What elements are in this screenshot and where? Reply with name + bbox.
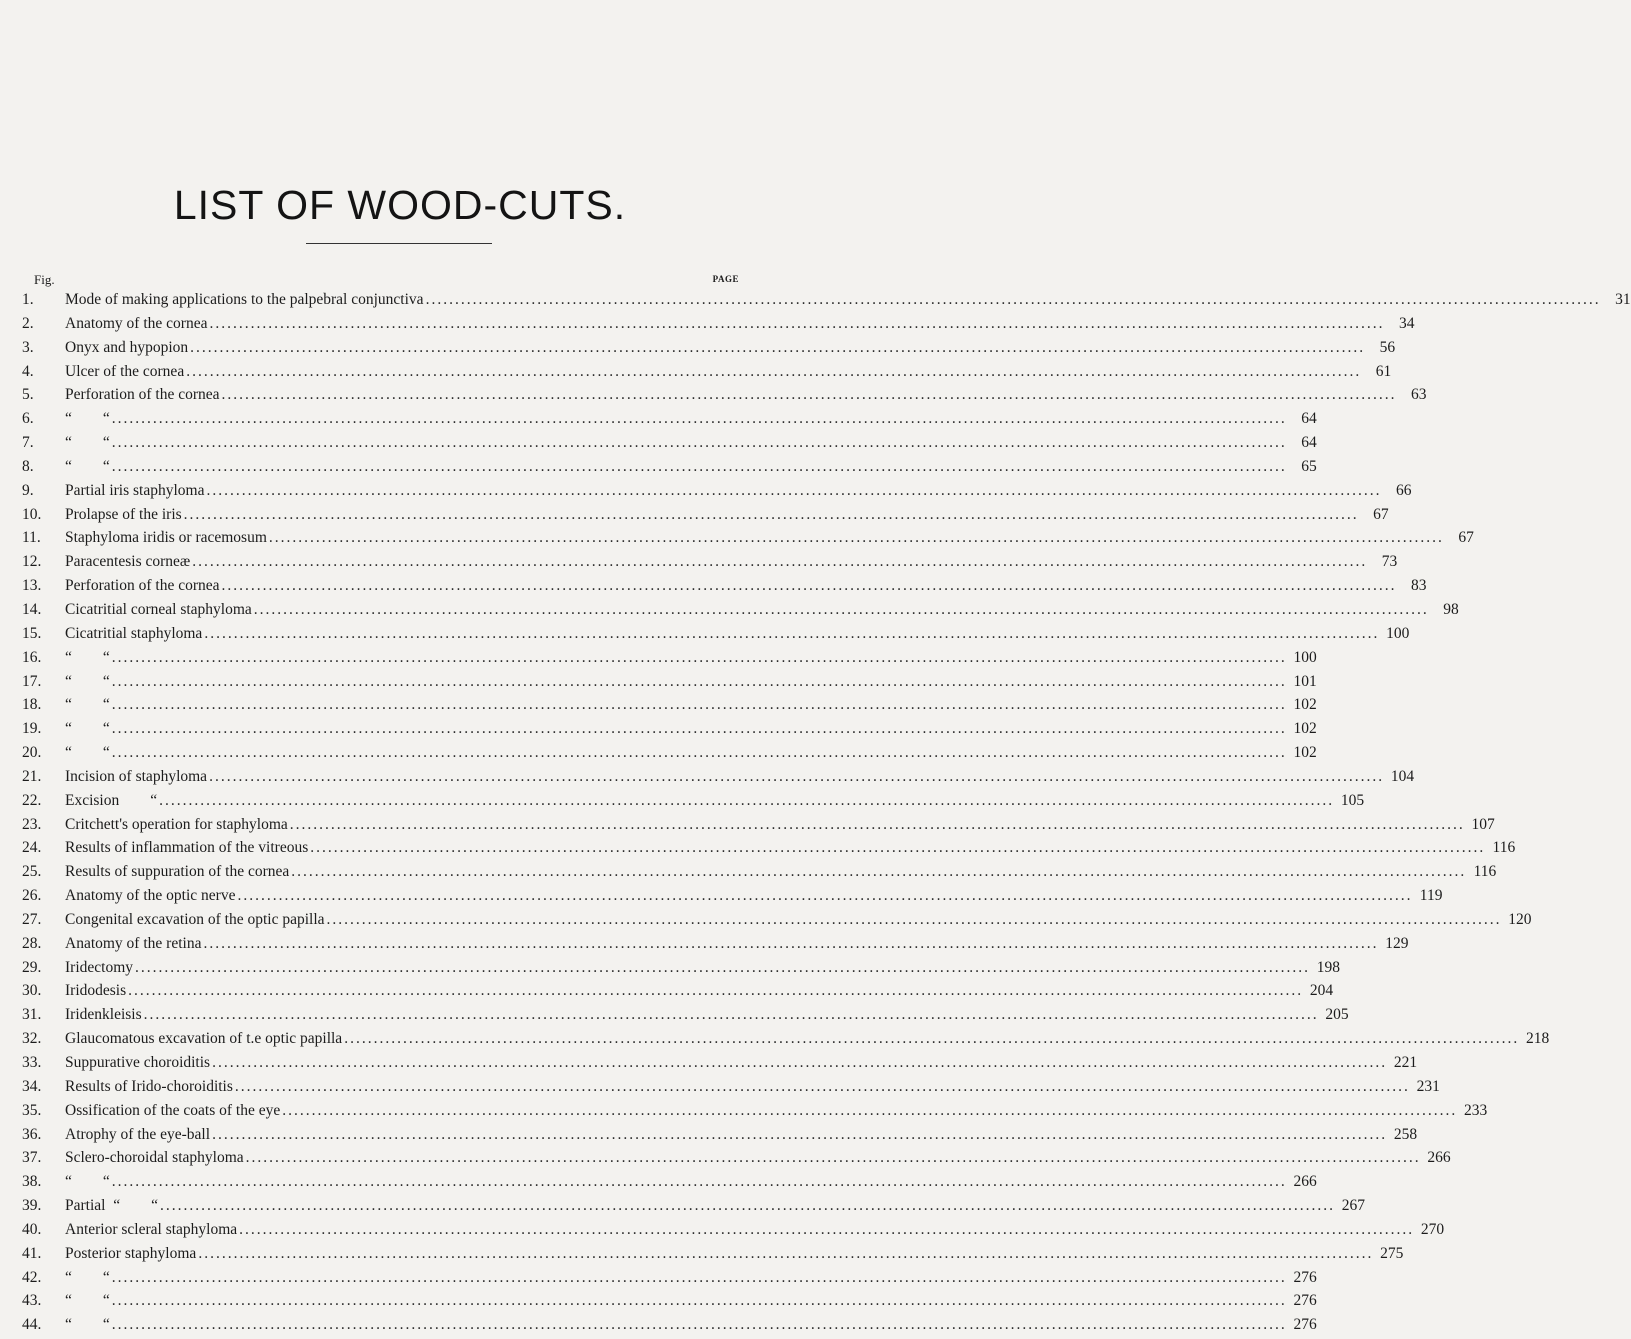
entry-line <box>65 600 1459 620</box>
dot-leader: ........................................................................................................................................................................................................ <box>344 1030 1520 1048</box>
list-item <box>0 767 1415 791</box>
page-number: 64 <box>1301 434 1317 452</box>
dot-leader: ........................................................................................................................................................................................................ <box>186 362 1362 380</box>
entry-line <box>65 576 1427 596</box>
entry-line <box>65 1196 1365 1216</box>
figure-number: 5. <box>22 386 34 404</box>
figure-number: 19. <box>22 720 42 738</box>
figure-title: Mode of making applications to the palpebral conjunctiva <box>65 291 424 308</box>
entry-line <box>65 767 1415 787</box>
dot-leader: ........................................................................................................................................................................................................ <box>234 1077 1410 1095</box>
dot-leader: ........................................................................................................................................................................................................ <box>204 624 1380 642</box>
dot-leader: ........................................................................................................................................................................................................ <box>212 1054 1388 1071</box>
list-item <box>0 1053 1418 1077</box>
list-item <box>0 600 1459 624</box>
entry-line <box>65 815 1495 835</box>
figure-title: Onyx and hypopion <box>65 338 189 356</box>
dot-leader: ........................................................................................................................................................................................................ <box>425 291 1601 308</box>
entry-line <box>65 695 1317 715</box>
figure-number: 37. <box>22 1149 42 1167</box>
page-number: 102 <box>1293 744 1317 762</box>
dot-leader: ........................................................................................................................................................................................................ <box>282 1101 1458 1119</box>
entry-line <box>65 290 1631 310</box>
figure-title: Perforation of the cornea <box>65 386 220 404</box>
list-item <box>0 385 1427 409</box>
list-item <box>0 528 1474 552</box>
figure-title: Iridectomy <box>65 958 134 976</box>
page-number: 204 <box>1309 982 1334 1000</box>
figure-title: “ “ <box>65 457 110 475</box>
figure-number: 20. <box>22 744 42 762</box>
entry-line <box>65 505 1389 525</box>
dot-leader: ........................................................................................................................................................................................................ <box>221 386 1397 404</box>
figure-title: Anatomy of the optic nerve <box>65 887 236 905</box>
page-number: 276 <box>1293 1292 1317 1310</box>
list-item <box>0 1315 1317 1339</box>
figure-number: 32. <box>22 1030 42 1048</box>
figure-title: Glaucomatous excavation of t.e optic papilla <box>65 1030 343 1048</box>
figure-title: Anatomy of the retina <box>65 934 202 952</box>
page-number: 67 <box>1458 529 1474 547</box>
dot-leader: ........................................................................................................................................................................................................ <box>239 1220 1415 1238</box>
list-item <box>0 838 1516 862</box>
entry-line <box>65 433 1317 453</box>
entry-line <box>65 791 1365 811</box>
figure-number: 26. <box>22 887 42 905</box>
entry-line <box>65 1101 1488 1121</box>
entry-line <box>65 910 1532 930</box>
figure-number: 1. <box>22 291 34 308</box>
dot-leader: ........................................................................................................................................................................................................ <box>111 720 1287 738</box>
page-number: 61 <box>1375 362 1392 380</box>
figure-number: 41. <box>22 1244 42 1262</box>
dot-leader: ........................................................................................................................................................................................................ <box>326 910 1502 928</box>
page-number: 63 <box>1411 386 1427 404</box>
page-number: 120 <box>1508 910 1532 928</box>
list-item <box>0 958 1341 982</box>
figure-number: 9. <box>22 481 34 499</box>
page-number: 64 <box>1301 410 1317 428</box>
entry-line <box>65 1077 1440 1097</box>
page-number: 102 <box>1293 696 1317 714</box>
list-item <box>0 290 1631 314</box>
page-number: 31 <box>1615 291 1631 308</box>
list-item <box>0 695 1317 719</box>
entry-line <box>65 934 1409 954</box>
figure-title: Cicatritial staphyloma <box>65 624 203 642</box>
figure-number: 35. <box>22 1101 42 1119</box>
page-number: 198 <box>1316 958 1341 976</box>
list-item <box>0 1125 1418 1149</box>
page-number: 66 <box>1395 481 1412 499</box>
page-number: 73 <box>1381 553 1398 571</box>
entry-line <box>65 1029 1550 1049</box>
entry-line <box>65 1172 1317 1192</box>
list-item <box>0 314 1415 338</box>
dot-leader: ........................................................................................................................................................................................................ <box>221 577 1397 595</box>
figure-number: 12. <box>22 553 42 571</box>
entry-line <box>65 1315 1317 1335</box>
figure-title: “ “ <box>65 1292 110 1310</box>
list-item <box>0 362 1392 386</box>
entry-line <box>65 648 1317 668</box>
list-item <box>0 1291 1317 1315</box>
page-number: 266 <box>1293 1173 1317 1191</box>
entry-line <box>65 362 1392 382</box>
figure-title: Perforation of the cornea <box>65 577 220 595</box>
entry-line <box>65 457 1317 477</box>
entry-line <box>65 1148 1451 1168</box>
entry-line <box>65 1053 1418 1073</box>
dot-leader: ........................................................................................................................................................................................................ <box>143 1006 1319 1024</box>
list-item <box>0 886 1443 910</box>
entry-line <box>65 743 1317 763</box>
figure-number: 10. <box>22 505 42 523</box>
page-number: 83 <box>1411 577 1427 595</box>
dot-leader: ........................................................................................................................................................................................................ <box>111 434 1287 452</box>
entry-line <box>65 1005 1349 1025</box>
list-item <box>0 1077 1440 1101</box>
entry-line <box>65 385 1427 405</box>
page-number: 218 <box>1525 1030 1550 1048</box>
list-item <box>0 910 1532 934</box>
figure-number: 34. <box>22 1077 42 1095</box>
list-item <box>0 1005 1349 1029</box>
figure-title: Staphyloma iridis or racemosum <box>65 529 267 547</box>
list-item <box>0 1196 1365 1220</box>
list-item <box>0 338 1396 362</box>
figure-number: 23. <box>22 815 42 833</box>
figure-title: Anterior scleral staphyloma <box>65 1220 238 1238</box>
page-number: 104 <box>1390 767 1415 785</box>
page-number: 119 <box>1419 887 1443 905</box>
figure-title: Results of Irido-choroiditis <box>65 1077 233 1095</box>
figure-title: Cicatritial corneal staphyloma <box>65 600 252 618</box>
list-item <box>0 791 1365 815</box>
figure-title: Partial “ “ <box>65 1197 158 1215</box>
entry-line <box>65 624 1410 644</box>
list-item <box>0 1220 1445 1244</box>
woodcut-list <box>0 290 1631 1339</box>
dot-leader: ........................................................................................................................................................................................................ <box>212 1125 1388 1143</box>
figure-title: “ “ <box>65 696 110 714</box>
page-number: 270 <box>1420 1220 1445 1238</box>
dot-leader: ........................................................................................................................................................................................................ <box>159 1197 1335 1215</box>
figure-number: 30. <box>22 982 42 1000</box>
figure-number: 15. <box>22 624 42 642</box>
entry-line <box>65 886 1443 906</box>
page-number: 116 <box>1473 863 1497 881</box>
fig-column-label: Fig. <box>34 272 55 287</box>
entry-line <box>65 552 1398 572</box>
page-number: 205 <box>1325 1006 1349 1024</box>
figure-number: 28. <box>22 934 42 952</box>
page-number: 221 <box>1393 1054 1418 1071</box>
column-header <box>0 272 800 286</box>
figure-title: “ “ <box>65 434 110 452</box>
figure-number: 14. <box>22 600 42 618</box>
dot-leader: ........................................................................................................................................................................................................ <box>209 314 1385 332</box>
page-number: 275 <box>1380 1244 1404 1262</box>
page-number: 276 <box>1293 1268 1317 1286</box>
figure-title: Ossification of the coats of the eye <box>65 1101 281 1119</box>
figure-number: 40. <box>22 1220 42 1238</box>
dot-leader: ........................................................................................................................................................................................................ <box>111 672 1287 690</box>
list-item <box>0 981 1334 1005</box>
entry-line <box>65 981 1334 1001</box>
page-number: 101 <box>1293 672 1317 690</box>
figure-number: 44. <box>22 1316 42 1334</box>
entry-line <box>65 958 1341 978</box>
list-item <box>0 409 1317 433</box>
entry-line <box>65 528 1474 548</box>
figure-number: 6. <box>22 410 34 428</box>
list-item <box>0 648 1317 672</box>
page-number: 98 <box>1443 600 1459 618</box>
page-column-label: PAGE <box>712 274 739 284</box>
figure-title: “ “ <box>65 648 110 666</box>
dot-leader: ........................................................................................................................................................................................................ <box>190 338 1366 356</box>
dot-leader: ........................................................................................................................................................................................................ <box>192 553 1368 571</box>
figure-title: “ “ <box>65 720 110 738</box>
figure-number: 2. <box>22 314 34 332</box>
figure-number: 29. <box>22 958 42 976</box>
entry-line <box>65 314 1415 334</box>
dot-leader: ........................................................................................................................................................................................................ <box>159 791 1335 809</box>
list-item <box>0 1101 1488 1125</box>
list-item <box>0 576 1427 600</box>
page-number: 34 <box>1398 314 1415 332</box>
page-number: 258 <box>1393 1125 1418 1143</box>
entry-line <box>65 1244 1404 1264</box>
figure-title: Results of suppuration of the cornea <box>65 863 290 881</box>
figure-title: Incision of staphyloma <box>65 767 208 785</box>
entry-line <box>65 1268 1317 1288</box>
dot-leader: ........................................................................................................................................................................................................ <box>310 839 1486 857</box>
entry-line <box>65 838 1516 858</box>
list-item <box>0 481 1412 505</box>
list-item <box>0 433 1317 457</box>
list-item <box>0 1244 1404 1268</box>
figure-title: Congenital excavation of the optic papilla <box>65 910 325 928</box>
dot-leader: ........................................................................................................................................................................................................ <box>245 1149 1421 1167</box>
figure-number: 18. <box>22 696 42 714</box>
page-number: 276 <box>1293 1316 1317 1334</box>
figure-number: 24. <box>22 839 42 857</box>
list-item <box>0 1268 1317 1292</box>
dot-leader: ........................................................................................................................................................................................................ <box>111 1316 1287 1334</box>
list-item <box>0 552 1398 576</box>
dot-leader: ........................................................................................................................................................................................................ <box>291 863 1467 881</box>
figure-number: 11. <box>22 529 41 547</box>
list-item <box>0 719 1317 743</box>
figure-title: “ “ <box>65 410 110 428</box>
dot-leader: ........................................................................................................................................................................................................ <box>111 696 1287 714</box>
figure-title: Sclero-choroidal staphyloma <box>65 1149 244 1167</box>
page-number: 116 <box>1492 839 1516 857</box>
dot-leader: ........................................................................................................................................................................................................ <box>111 1268 1287 1286</box>
page-number: 266 <box>1427 1149 1451 1167</box>
list-item <box>0 1029 1550 1053</box>
page-number: 129 <box>1385 934 1409 952</box>
figure-number: 3. <box>22 338 34 356</box>
dot-leader: ........................................................................................................................................................................................................ <box>203 934 1379 952</box>
figure-number: 36. <box>22 1125 42 1143</box>
figure-title: “ “ <box>65 672 110 690</box>
figure-title: Partial iris staphyloma <box>65 481 205 499</box>
list-item <box>0 1148 1451 1172</box>
figure-title: Critchett's operation for staphyloma <box>65 815 288 833</box>
page-title: LIST OF WOOD-CUTS. <box>173 182 627 228</box>
list-item <box>0 624 1410 648</box>
figure-number: 16. <box>22 648 42 666</box>
figure-number: 31. <box>22 1006 42 1024</box>
title-rule <box>306 243 492 244</box>
figure-title: Paracentesis corneæ <box>65 553 191 571</box>
list-item <box>0 457 1317 481</box>
figure-number: 13. <box>22 577 42 595</box>
figure-title: “ “ <box>65 1316 110 1334</box>
dot-leader: ........................................................................................................................................................................................................ <box>111 410 1287 428</box>
dot-leader: ........................................................................................................................................................................................................ <box>111 744 1287 762</box>
figure-title: Prolapse of the iris <box>65 505 182 523</box>
figure-number: 43. <box>22 1292 42 1310</box>
dot-leader: ........................................................................................................................................................................................................ <box>111 1292 1287 1310</box>
figure-number: 39. <box>22 1197 42 1215</box>
page-number: 233 <box>1463 1101 1488 1119</box>
page-number: 267 <box>1341 1197 1365 1215</box>
list-item <box>0 505 1389 529</box>
page-number: 56 <box>1379 338 1396 356</box>
entry-line <box>65 1291 1317 1311</box>
dot-leader: ........................................................................................................................................................................................................ <box>289 815 1465 833</box>
page-number: 100 <box>1386 624 1410 642</box>
figure-number: 22. <box>22 791 42 809</box>
page-number: 231 <box>1416 1077 1440 1095</box>
figure-title: Iridenkleisis <box>65 1006 142 1024</box>
page-number: 100 <box>1293 648 1317 666</box>
entry-line <box>65 1125 1418 1145</box>
figure-number: 33. <box>22 1054 42 1071</box>
list-item <box>0 815 1495 839</box>
entry-line <box>65 719 1317 739</box>
entry-line <box>65 481 1412 501</box>
figure-title: “ “ <box>65 744 110 762</box>
dot-leader: ........................................................................................................................................................................................................ <box>237 887 1413 905</box>
entry-line <box>65 409 1317 429</box>
figure-title: Results of inflammation of the vitreous <box>65 839 309 857</box>
dot-leader: ........................................................................................................................................................................................................ <box>198 1244 1374 1262</box>
figure-title: Iridodesis <box>65 982 127 1000</box>
figure-number: 27. <box>22 910 42 928</box>
figure-title: Posterior staphyloma <box>65 1244 197 1262</box>
figure-number: 7. <box>22 434 34 452</box>
dot-leader: ........................................................................................................................................................................................................ <box>268 529 1444 547</box>
dot-leader: ........................................................................................................................................................................................................ <box>111 648 1287 666</box>
dot-leader: ........................................................................................................................................................................................................ <box>209 767 1385 785</box>
figure-number: 17. <box>22 672 42 690</box>
figure-title: “ “ <box>65 1268 110 1286</box>
figure-number: 8. <box>22 457 34 475</box>
dot-leader: ........................................................................................................................................................................................................ <box>206 481 1382 499</box>
dot-leader: ........................................................................................................................................................................................................ <box>111 1173 1287 1191</box>
page-number: 67 <box>1373 505 1389 523</box>
list-item <box>0 934 1409 958</box>
page-number: 102 <box>1293 720 1317 738</box>
figure-title: Anatomy of the cornea <box>65 314 208 332</box>
page-number: 105 <box>1340 791 1365 809</box>
figure-number: 21. <box>22 767 42 785</box>
entry-line <box>65 672 1317 692</box>
dot-leader: ........................................................................................................................................................................................................ <box>111 457 1287 475</box>
figure-number: 25. <box>22 863 42 881</box>
entry-line <box>65 862 1497 882</box>
figure-title: Suppurative choroiditis <box>65 1054 211 1071</box>
dot-leader: ........................................................................................................................................................................................................ <box>135 958 1311 976</box>
page-number: 65 <box>1301 457 1317 475</box>
figure-title: Excision “ <box>65 791 158 809</box>
dot-leader: ........................................................................................................................................................................................................ <box>183 505 1359 523</box>
list-item <box>0 862 1497 886</box>
dot-leader: ........................................................................................................................................................................................................ <box>128 982 1304 1000</box>
figure-number: 42. <box>22 1268 42 1286</box>
list-item <box>0 672 1317 696</box>
list-item <box>0 743 1317 767</box>
page-number: 107 <box>1471 815 1495 833</box>
figure-number: 4. <box>22 362 34 380</box>
dot-leader: ........................................................................................................................................................................................................ <box>253 600 1429 618</box>
figure-title: Ulcer of the cornea <box>65 362 185 380</box>
figure-number: 38. <box>22 1173 42 1191</box>
figure-title: “ “ <box>65 1173 110 1191</box>
list-item <box>0 1172 1317 1196</box>
entry-line <box>65 338 1396 358</box>
figure-title: Atrophy of the eye-ball <box>65 1125 211 1143</box>
entry-line <box>65 1220 1445 1240</box>
